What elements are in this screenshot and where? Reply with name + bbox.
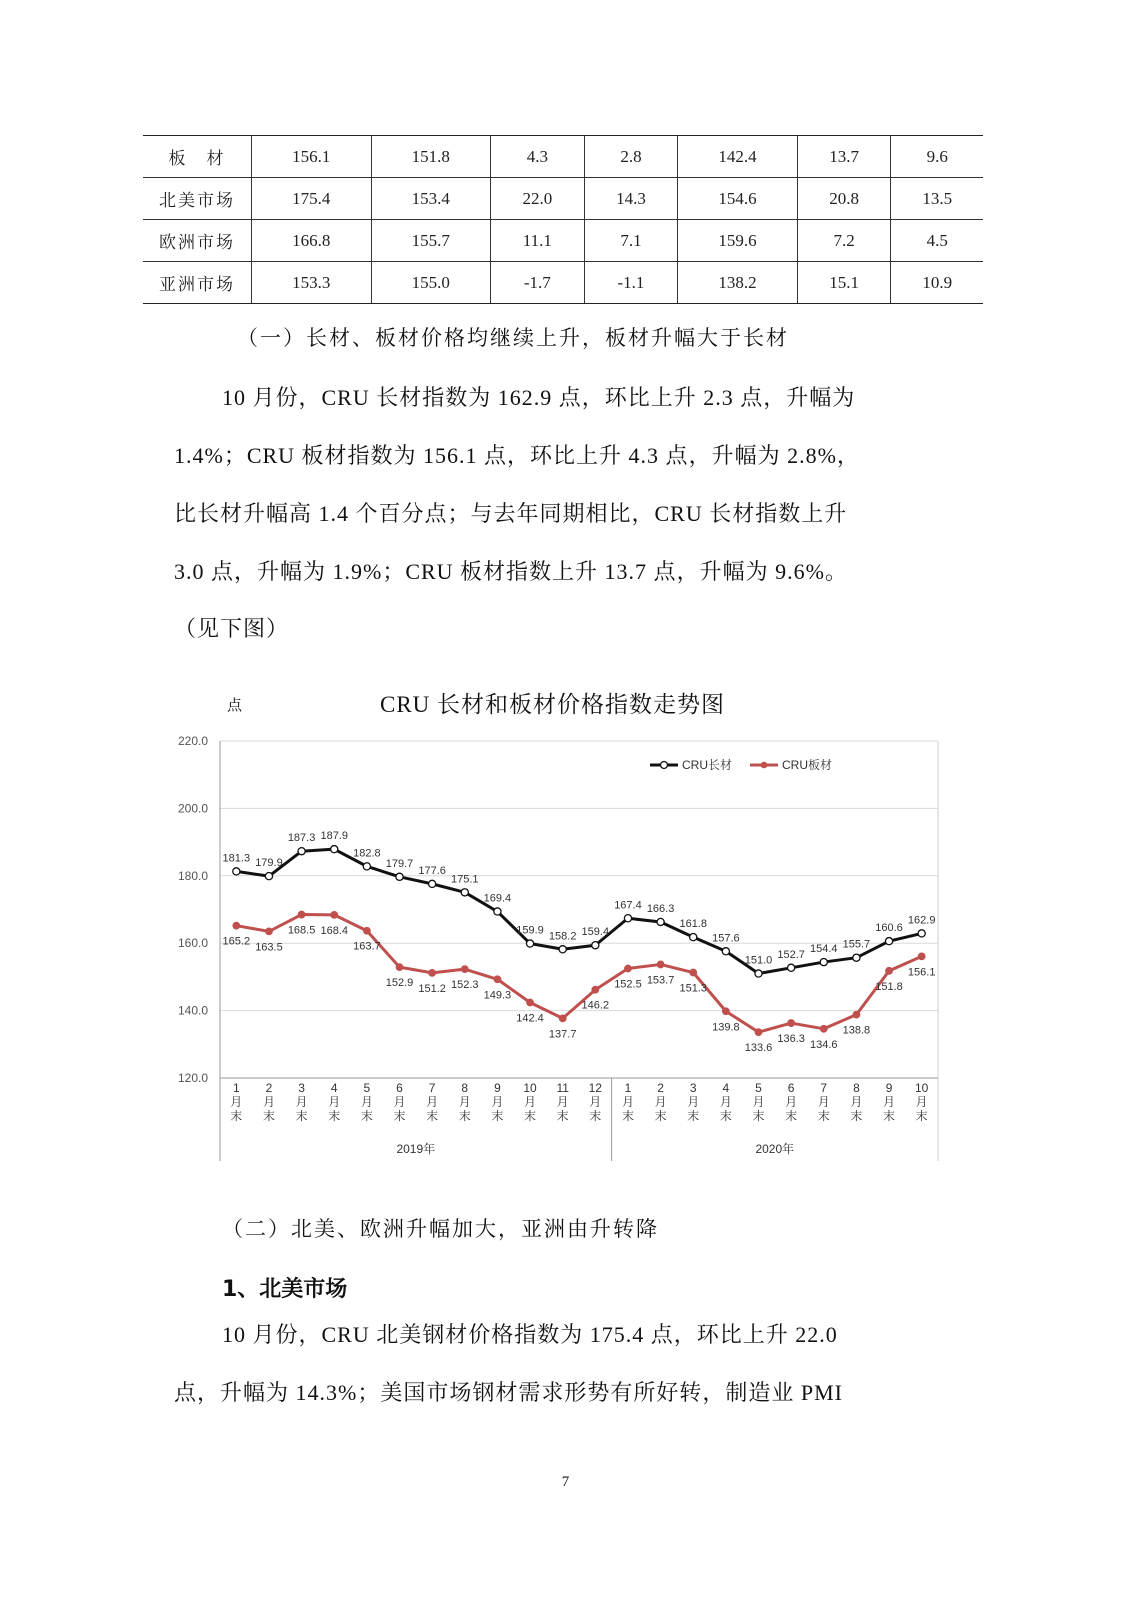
data-label: 177.6 <box>418 864 446 877</box>
data-label: 153.7 <box>646 974 675 987</box>
data-label: 187.3 <box>287 832 316 845</box>
data-label: 167.4 <box>614 899 642 912</box>
x-tick-label: 6 月末 <box>393 1081 406 1123</box>
data-label: 159.4 <box>581 926 610 939</box>
row-label: 欧洲市场 <box>143 220 252 262</box>
data-point <box>657 918 664 925</box>
data-label: 160.6 <box>875 922 903 935</box>
data-label: 151.3 <box>679 982 707 995</box>
data-point <box>363 927 370 934</box>
chart-unit-label: 点 <box>227 696 243 714</box>
legend-marker <box>661 762 668 769</box>
table-cell: 159.6 <box>678 220 798 262</box>
data-label: 151.0 <box>744 954 773 967</box>
row-label: 板 材 <box>143 136 252 178</box>
data-label: 165.2 <box>222 935 251 948</box>
table-cell: 4.5 <box>891 220 983 262</box>
x-tick-label: 10 月末 <box>915 1081 929 1123</box>
table-cell: 155.0 <box>371 262 491 304</box>
paragraph-line: 10 月份，CRU 长材指数为 162.9 点，环比上升 2.3 点，升幅为 <box>222 385 856 410</box>
x-tick-label: 2 月末 <box>262 1081 275 1123</box>
x-tick-label: 7 月末 <box>426 1081 439 1123</box>
x-tick-label: 5 月末 <box>752 1081 765 1123</box>
y-tick-label: 200.0 <box>177 801 208 816</box>
data-label: 152.3 <box>451 979 479 992</box>
table-cell: 11.1 <box>491 220 585 262</box>
year-label: 2019年 <box>396 1142 436 1156</box>
data-label: 142.4 <box>516 1012 544 1025</box>
data-label: 187.9 <box>320 830 348 843</box>
data-point <box>331 911 338 918</box>
data-point <box>429 880 436 887</box>
data-point <box>788 1020 795 1027</box>
table-cell: 153.4 <box>371 178 491 220</box>
table-cell: 22.0 <box>491 178 585 220</box>
data-label: 163.5 <box>255 941 283 954</box>
x-tick-label: 4 月末 <box>328 1081 341 1123</box>
x-tick-label: 4 月末 <box>719 1081 732 1123</box>
data-label: 139.8 <box>712 1021 740 1034</box>
paragraph-line: 1.4%；CRU 板材指数为 156.1 点，环比上升 4.3 点，升幅为 2.8%， <box>174 443 860 468</box>
x-tick-label: 8 月末 <box>458 1081 471 1123</box>
data-label: 182.8 <box>353 847 381 860</box>
data-point <box>298 848 305 855</box>
data-point <box>657 961 664 968</box>
data-point <box>625 965 632 972</box>
section-heading-2: （二）北美、欧洲升幅加大，亚洲由升转降 <box>222 1217 659 1241</box>
table-cell: 15.1 <box>797 262 891 304</box>
data-point <box>559 1015 566 1022</box>
table-cell: 7.2 <box>797 220 891 262</box>
table-cell: 156.1 <box>252 136 372 178</box>
page-number: 7 <box>561 1474 570 1490</box>
table-cell: 142.4 <box>678 136 798 178</box>
data-label: 154.4 <box>810 943 838 956</box>
x-tick-label: 1 月末 <box>230 1081 243 1123</box>
table-cell: 2.8 <box>584 136 678 178</box>
table-cell: 7.1 <box>584 220 678 262</box>
legend-marker <box>761 762 768 769</box>
x-tick-label: 9 月末 <box>883 1081 896 1123</box>
x-tick-label: 1 月末 <box>621 1081 634 1123</box>
data-point <box>526 940 533 947</box>
data-point <box>331 846 338 853</box>
table-cell: -1.1 <box>584 262 678 304</box>
data-point <box>885 938 892 945</box>
data-point <box>363 863 370 870</box>
data-point <box>396 873 403 880</box>
row-label: 北美市场 <box>143 178 252 220</box>
table-cell: 10.9 <box>891 262 983 304</box>
data-point <box>690 934 697 941</box>
data-point <box>918 953 925 960</box>
data-point <box>559 946 566 953</box>
data-label: 138.8 <box>842 1024 871 1037</box>
table-cell: 153.3 <box>252 262 372 304</box>
data-point <box>886 967 893 974</box>
x-tick-label: 12 月末 <box>588 1081 602 1123</box>
data-label: 175.1 <box>451 873 479 886</box>
paragraph-line: 点，升幅为 14.3%；美国市场钢材需求形势有所好转，制造业 PMI <box>174 1380 843 1405</box>
data-point <box>265 873 272 880</box>
data-point <box>755 1029 762 1036</box>
section-heading-3: 1、北美市场 <box>222 1277 348 1302</box>
data-point <box>820 1025 827 1032</box>
table-cell: 166.8 <box>252 220 372 262</box>
data-point <box>233 922 240 929</box>
data-point <box>853 1011 860 1018</box>
data-point <box>853 954 860 961</box>
data-point <box>233 868 240 875</box>
x-tick-label: 3 月末 <box>687 1081 700 1123</box>
table-cell: 151.8 <box>371 136 491 178</box>
table-cell: 4.3 <box>491 136 585 178</box>
data-point <box>755 970 762 977</box>
data-point <box>820 958 827 965</box>
data-point <box>722 948 729 955</box>
data-label: 163.7 <box>353 940 381 953</box>
data-label: 157.6 <box>712 932 740 945</box>
table-cell: 14.3 <box>584 178 678 220</box>
data-label: 159.9 <box>516 924 544 937</box>
data-label: 137.7 <box>548 1028 577 1041</box>
table-cell: 13.5 <box>891 178 983 220</box>
paragraph-line: （见下图） <box>174 616 290 641</box>
data-label: 161.8 <box>679 918 707 931</box>
data-point <box>690 969 697 976</box>
data-label: 136.3 <box>777 1033 805 1046</box>
x-tick-label: 10 月末 <box>523 1081 537 1123</box>
year-label: 2020年 <box>755 1142 795 1156</box>
chart-title: CRU 长材和板材价格指数走势图 <box>380 692 726 717</box>
paragraph-line: 3.0 点，升幅为 1.9%；CRU 板材指数上升 13.7 点，升幅为 9.6%。 <box>174 559 848 584</box>
data-label: 151.8 <box>875 980 903 993</box>
legend-label: CRU长材 <box>682 758 732 772</box>
table-cell: 20.8 <box>797 178 891 220</box>
data-point <box>298 911 305 918</box>
y-tick-label: 220.0 <box>177 734 208 748</box>
data-point <box>592 942 599 949</box>
data-point <box>624 915 631 922</box>
data-label: 151.2 <box>418 982 446 995</box>
data-label: 166.3 <box>646 902 675 915</box>
data-label: 168.5 <box>287 924 316 937</box>
table-cell: 9.6 <box>891 136 983 178</box>
table-cell: 138.2 <box>678 262 798 304</box>
data-label: 133.6 <box>744 1042 773 1055</box>
x-tick-label: 8 月末 <box>850 1081 863 1123</box>
data-label: 158.2 <box>548 930 577 943</box>
x-tick-label: 6 月末 <box>785 1081 798 1123</box>
data-point <box>266 928 273 935</box>
data-point <box>396 964 403 971</box>
data-point <box>494 976 501 983</box>
legend-label: CRU板材 <box>782 758 832 772</box>
paragraph-line: 10 月份，CRU 北美钢材价格指数为 175.4 点，环比上升 22.0 <box>222 1322 838 1347</box>
table-cell: 175.4 <box>252 178 372 220</box>
data-label: 156.1 <box>907 966 936 979</box>
data-label: 149.3 <box>483 989 512 1002</box>
section-heading-1: （一）长材、板材价格均继续上升，板材升幅大于长材 <box>237 326 789 350</box>
data-point <box>788 964 795 971</box>
data-label: 179.9 <box>255 857 283 870</box>
x-tick-label: 9 月末 <box>491 1081 504 1123</box>
y-tick-label: 140.0 <box>177 1003 208 1018</box>
table-cell: 154.6 <box>678 178 798 220</box>
data-point <box>592 986 599 993</box>
x-tick-label: 11 月末 <box>556 1081 569 1123</box>
data-label: 162.9 <box>907 914 936 927</box>
table-cell: 13.7 <box>797 136 891 178</box>
y-tick-label: 180.0 <box>177 868 208 883</box>
data-label: 152.5 <box>614 978 642 991</box>
x-tick-label: 3 月末 <box>295 1081 308 1123</box>
x-tick-label: 7 月末 <box>817 1081 830 1123</box>
y-tick-label: 160.0 <box>177 936 208 951</box>
data-point <box>461 889 468 896</box>
table-cell: 155.7 <box>371 220 491 262</box>
data-label: 152.7 <box>777 948 805 961</box>
data-label: 146.2 <box>581 999 610 1012</box>
data-label: 155.7 <box>842 938 871 951</box>
data-label: 152.9 <box>385 977 414 990</box>
x-tick-label: 5 月末 <box>360 1081 373 1123</box>
data-point <box>918 930 925 937</box>
data-point <box>429 969 436 976</box>
y-tick-label: 120.0 <box>177 1071 208 1085</box>
data-point <box>527 999 534 1006</box>
data-point <box>722 1008 729 1015</box>
table-cell: -1.7 <box>491 262 585 304</box>
paragraph-line: 比长材升幅高 1.4 个百分点；与去年同期相比，CRU 长材指数上升 <box>174 501 848 526</box>
data-label: 168.4 <box>320 924 348 937</box>
data-label: 179.7 <box>385 857 414 870</box>
data-label: 169.4 <box>483 892 512 905</box>
data-point <box>461 966 468 973</box>
row-label: 亚洲市场 <box>143 262 252 304</box>
data-point <box>494 908 501 915</box>
x-tick-label: 2 月末 <box>654 1081 667 1123</box>
data-label: 181.3 <box>222 852 251 865</box>
data-label: 134.6 <box>810 1038 838 1051</box>
